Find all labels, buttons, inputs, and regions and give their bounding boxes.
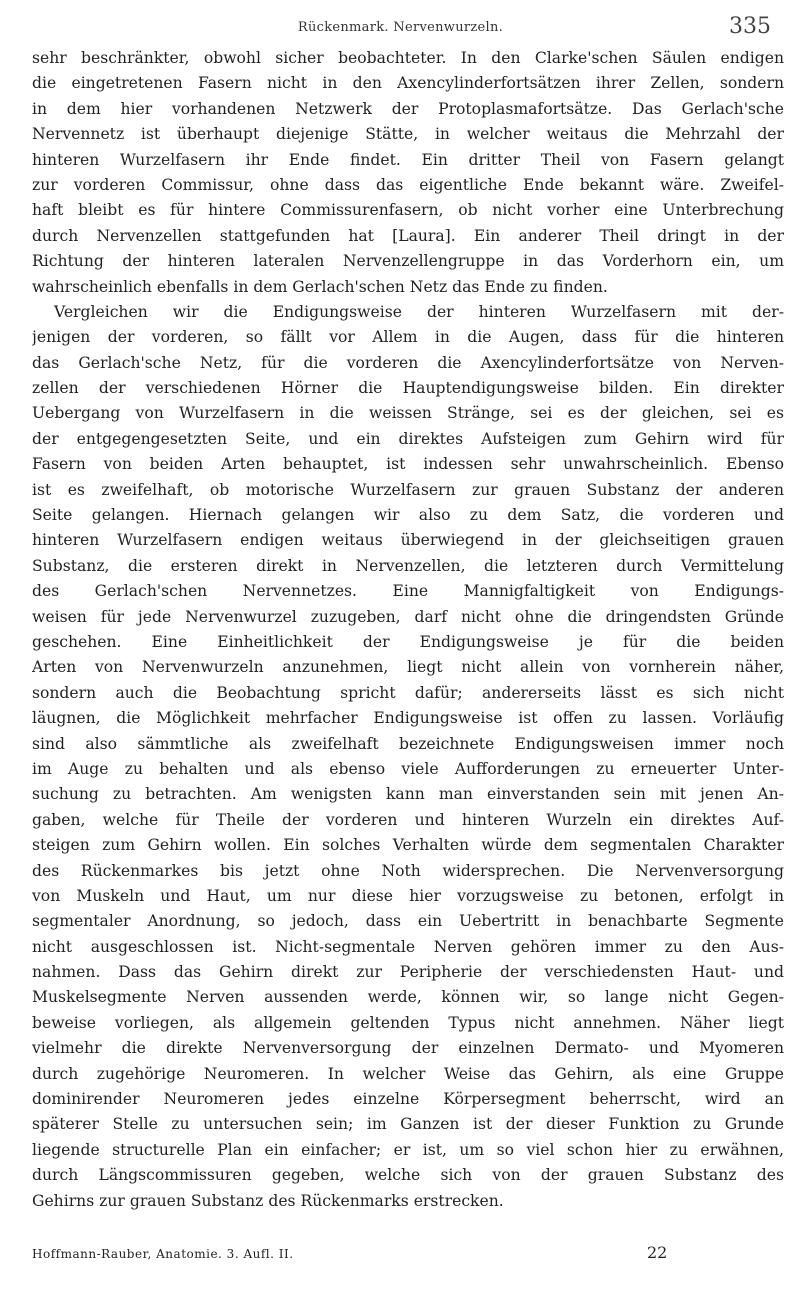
- text-line: Fasern von beiden Arten behauptet, ist indessen sehr unwahrscheinlich. Ebenso: [32, 455, 784, 474]
- text-line: nahmen. Dass das Gehirn direkt zur Peripherie der verschiedensten Haut- und: [32, 963, 784, 982]
- text-line: jenigen der vorderen, so fällt vor Allem in die Augen, dass für die hinteren: [32, 328, 784, 347]
- text-line: zellen der verschiedenen Hörner die Hauptendigungsweise bilden. Ein direkter: [32, 379, 784, 398]
- text-line: ist es zweifelhaft, ob motorische Wurzelfasern zur grauen Substanz der anderen: [32, 480, 784, 499]
- text-line: späterer Stelle zu untersuchen sein; im Ganzen ist der dieser Funktion zu Grunde: [32, 1115, 784, 1134]
- page-header: [0, 14, 801, 44]
- text-line: Seite gelangen. Hiernach gelangen wir also zu dem Satz, die vorderen und: [32, 506, 784, 525]
- signature-number: 22: [647, 1243, 668, 1262]
- text-line: Substanz, die ersteren direkt in Nervenzellen, die letzteren durch Vermittelung: [32, 556, 784, 575]
- text-line: Arten von Nervenwurzeln anzunehmen, liegt nicht allein von vornherein näher,: [32, 658, 784, 677]
- text-line: läugnen, die Möglichkeit mehrfacher Endigungsweise ist offen zu lassen. Vorläufig: [32, 709, 784, 728]
- text-line: beweise vorliegen, als allgemein geltenden Typus nicht annehmen. Näher liegt: [32, 1013, 784, 1032]
- text-line: nicht ausgeschlossen ist. Nicht-segmentale Nerven gehören immer zu den Aus-: [32, 937, 784, 956]
- text-line: durch Längscommissuren gegeben, welche sich von der grauen Substanz des: [32, 1166, 784, 1185]
- text-line: Gehirns zur grauen Substanz des Rückenmarks erstrecken.: [32, 1191, 504, 1210]
- page-number: 335: [729, 14, 771, 39]
- body-text: [32, 46, 784, 1214]
- text-line: Muskelsegmente Nerven aussenden werde, können wir, so lange nicht Gegen-: [32, 988, 784, 1007]
- text-line: im Auge zu behalten und als ebenso viele Aufforderungen zu erneuerter Unter-: [32, 759, 784, 778]
- text-line: zur vorderen Commissur, ohne dass das eigentliche Ende bekannt wäre. Zweifel-: [32, 175, 784, 194]
- text-line: vielmehr die direkte Nervenversorgung der einzelnen Dermato- und Myomeren: [32, 1039, 784, 1058]
- text-line: wahrscheinlich ebenfalls in dem Gerlach'schen Netz das Ende zu finden.: [32, 277, 608, 296]
- text-line: sondern auch die Beobachtung spricht dafür; andererseits lässt es sich nicht: [32, 683, 784, 702]
- text-line: steigen zum Gehirn wollen. Ein solches Verhalten würde dem segmentalen Charakter: [32, 836, 784, 855]
- text-line: durch zugehörige Neuromeren. In welcher Weise das Gehirn, als eine Gruppe: [32, 1064, 784, 1083]
- text-line: sind also sämmtliche als zweifelhaft bezeichnete Endigungsweisen immer noch: [32, 734, 784, 753]
- text-line: das Gerlach'sche Netz, für die vorderen die Axencylinderfortsätze von Nerven-: [32, 353, 784, 372]
- text-line: Nervennetz ist überhaupt diejenige Stätte, in welcher weitaus die Mehrzahl der: [32, 125, 784, 144]
- text-line: von Muskeln und Haut, um nur diese hier vorzugsweise zu betonen, erfolgt in: [32, 886, 784, 905]
- text-line: haft bleibt es für hintere Commissurenfasern, ob nicht vorher eine Unterbrechung: [32, 201, 784, 220]
- running-head: Rückenmark. Nervenwurzeln.: [297, 20, 504, 35]
- page-footer: [32, 1243, 784, 1267]
- text-line: hinteren Wurzelfasern endigen weitaus überwiegend in der gleichseitigen grauen: [32, 531, 784, 550]
- text-line: in dem hier vorhandenen Netzwerk der Protoplasmafortsätze. Das Gerlach'sche: [32, 99, 784, 118]
- text-line: suchung zu betrachten. Am wenigsten kann man einverstanden sein mit jenen An-: [32, 785, 784, 804]
- text-line: gaben, welche für Theile der vorderen und hinteren Wurzeln ein direktes Auf-: [32, 810, 784, 829]
- text-line: der entgegengesetzten Seite, und ein direktes Aufsteigen zum Gehirn wird für: [32, 429, 784, 448]
- text-line: Richtung der hinteren lateralen Nervenzellengruppe in das Vorderhorn ein, um: [32, 252, 784, 271]
- text-line: liegende structurelle Plan ein einfacher; er ist, um so viel schon hier zu erwähnen,: [32, 1140, 784, 1159]
- text-line: segmentaler Anordnung, so jedoch, dass ein Uebertritt in benachbarte Segmente: [32, 912, 784, 931]
- text-line: des Gerlach'schen Nervennetzes. Eine Mannigfaltigkeit von Endigungs-: [32, 582, 784, 601]
- text-line: Uebergang von Wurzelfasern in die weissen Stränge, sei es der gleichen, sei es: [32, 404, 784, 423]
- text-line: weisen für jede Nervenwurzel zuzugeben, darf nicht ohne die dringendsten Gründe: [32, 607, 784, 626]
- text-line: hinteren Wurzelfasern ihr Ende findet. Ein dritter Theil von Fasern gelangt: [32, 150, 784, 169]
- text-line: Vergleichen wir die Endigungsweise der hinteren Wurzelfasern mit der-: [54, 302, 784, 321]
- text-line: geschehen. Eine Einheitlichkeit der Endigungsweise je für die beiden: [32, 632, 784, 651]
- text-line: dominirender Neuromeren jedes einzelne Körpersegment beherrscht, wird an: [32, 1090, 784, 1109]
- text-line: sehr beschränkter, obwohl sicher beobachteter. In den Clarke'schen Säulen endigen: [32, 49, 784, 67]
- text-line: durch Nervenzellen stattgefunden hat [Laura]. Ein anderer Theil dringt in der: [32, 226, 784, 245]
- imprint-line: Hoffmann-Rauber, Anatomie. 3. Aufl. II.: [32, 1247, 294, 1261]
- text-line: des Rückenmarkes bis jetzt ohne Noth widersprechen. Die Nervenversorgung: [32, 861, 784, 880]
- text-line: die eingetretenen Fasern nicht in den Axencylinderfortsätzen ihrer Zellen, sondern: [32, 74, 784, 93]
